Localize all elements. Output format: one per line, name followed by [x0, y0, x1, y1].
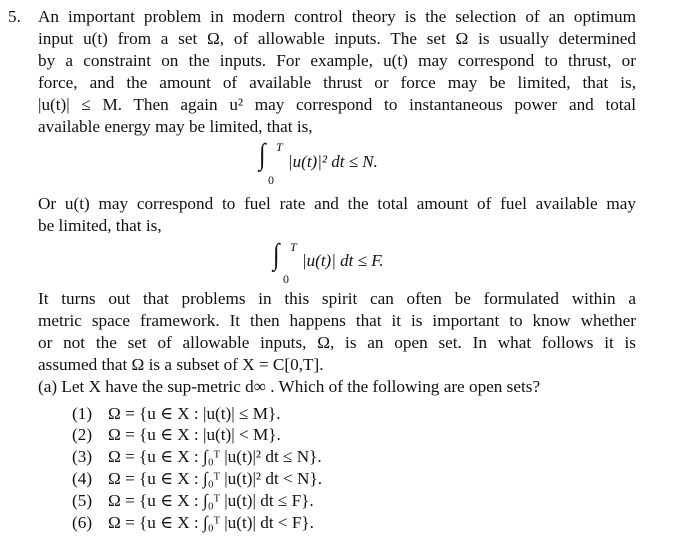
integral-lower-limit: 0 [268, 173, 274, 187]
integral-sign: ∫ [258, 138, 266, 171]
integral-upper-limit: T [276, 140, 283, 154]
list-item [72, 513, 314, 533]
list-item [72, 491, 314, 511]
item-text: Ω = {u ∈ X : |u(t)| ≤ M}. [108, 404, 281, 423]
list-item [72, 469, 322, 489]
integral-upper-limit: T [290, 240, 297, 254]
intro-line-2: input u(t) from a set Ω, of allowable inputs. The set Ω is usually determined [38, 29, 636, 48]
item-text: Ω = {u ∈ X : ∫₀ᵀ |u(t)|² dt < N}. [108, 469, 322, 488]
intro-line-5: |u(t)| ≤ M. Then again u² may correspond to instantaneous power and total [38, 95, 636, 114]
closing-line-4: assumed that Ω is a subset of X = C[0,T]. [38, 355, 324, 374]
list-item [72, 425, 281, 445]
equation-energy-body: |u(t)|² dt ≤ N. [288, 152, 378, 171]
problem-number: 5. [8, 7, 21, 26]
integral-sign: ∫ [272, 238, 280, 271]
item-text: Ω = {u ∈ X : ∫₀ᵀ |u(t)| dt < F}. [108, 513, 314, 532]
item-label: (1) [72, 404, 93, 423]
part-a-question: (a) Let X have the sup-metric d∞ . Which of the following are open sets? [38, 377, 541, 396]
closing-line-2: metric space framework. It then happens that it is important to know whether [38, 311, 636, 330]
closing-line-1: It turns out that problems in this spirit can often be formulated within a [38, 289, 636, 308]
integral-lower-limit: 0 [283, 272, 289, 286]
mid-line-1: Or u(t) may correspond to fuel rate and the total amount of fuel available may [38, 194, 636, 213]
intro-line-3: by a constraint on the inputs. For example, u(t) may correspond to thrust, or [38, 51, 636, 70]
item-label: (3) [72, 447, 93, 466]
equation-fuel-body: |u(t)| dt ≤ F. [302, 251, 384, 270]
list-item [72, 404, 281, 424]
list-item [72, 447, 322, 467]
item-text: Ω = {u ∈ X : ∫₀ᵀ |u(t)|² dt ≤ N}. [108, 447, 322, 466]
item-label: (2) [72, 425, 93, 444]
closing-line-3: or not the set of allowable inputs, Ω, is an open set. In what follows it is [38, 333, 636, 352]
item-label: (4) [72, 469, 93, 488]
item-text: Ω = {u ∈ X : |u(t)| < M}. [108, 425, 281, 444]
intro-line-1: An important problem in modern control theory is the selection of an optimum [38, 7, 636, 26]
intro-line-4: force, and the amount of available thrust or force may be limited, that is, [38, 73, 636, 92]
mid-line-2: be limited, that is, [38, 216, 162, 235]
item-label: (5) [72, 491, 93, 510]
item-label: (6) [72, 513, 93, 532]
item-text: Ω = {u ∈ X : ∫₀ᵀ |u(t)| dt ≤ F}. [108, 491, 314, 510]
intro-line-6: available energy may be limited, that is, [38, 117, 313, 136]
